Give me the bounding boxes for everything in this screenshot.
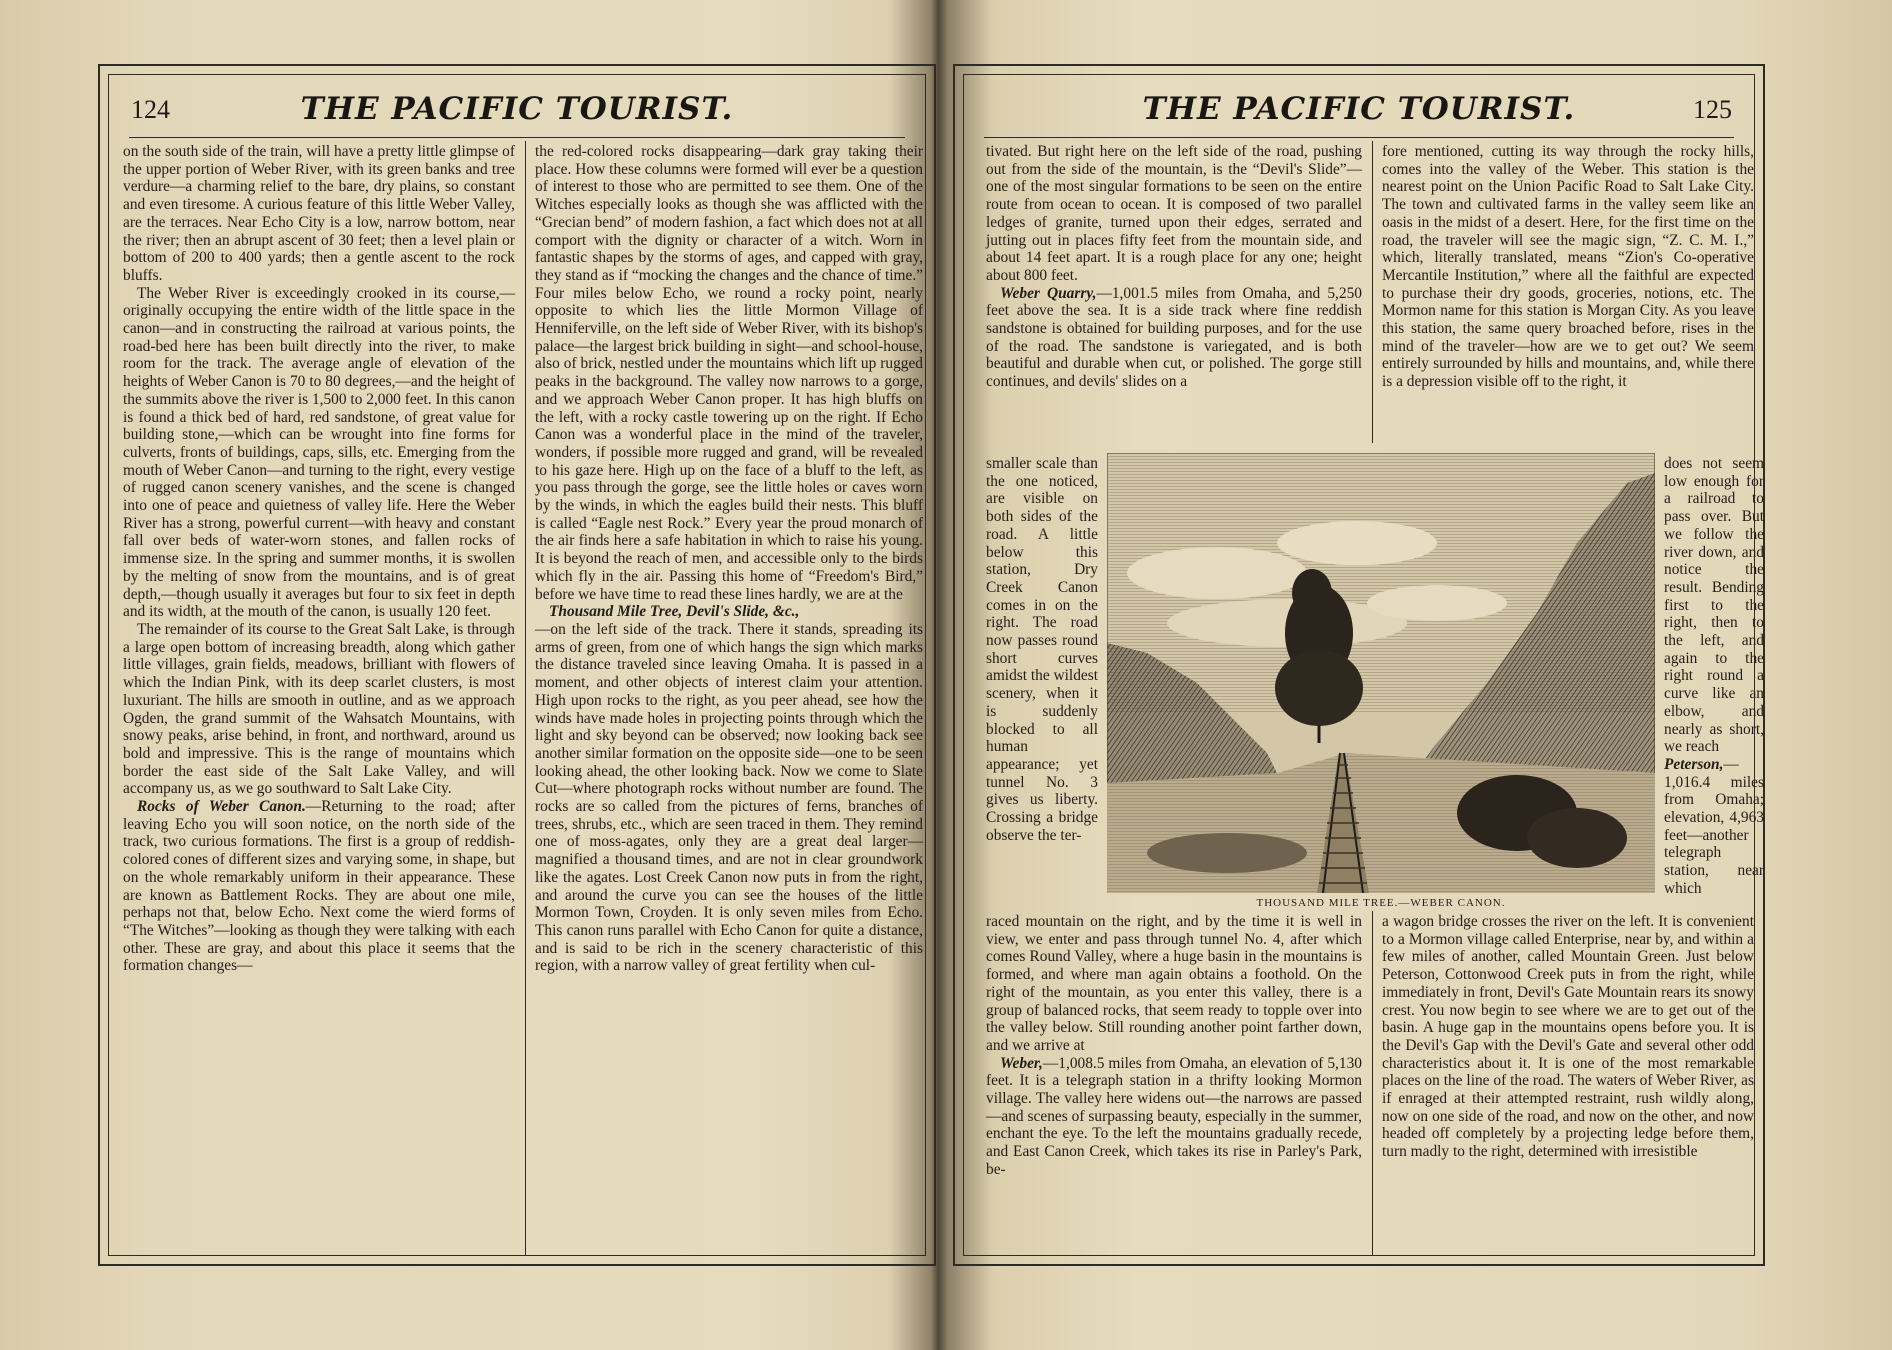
left-page bbox=[98, 64, 936, 1266]
paragraph: the red-colored rocks disappearing—dark gray taking their place. How these columns were formed will ever be a question of interest to those who are permitted to see them. One of the Witches especially looks as though she was afflicted with the “Grecian bend” of modern fashion, a fact which does not at all comport with the dignity or character of a witch. Worn in fantastic shapes by the storms of ages, and capped with gray, they stand as if “mocking the changes and the chance of time.” Four miles below Echo, we round a rocky point, nearly opposite to which lies the little Mormon Village of Henniferville, on the left side of Weber River, with its bishop's palace—the largest brick building in sight—and school-house, also of brick, nestled under the mountains which lift up rugged peaks in the background. The valley now narrows to a gorge, and we approach Weber Canon proper. It has high bluffs on the left, with a rocky castle towering up on the right. If Echo Canon was a wonderful place in the mind of the traveler, wonders, if possible more rugged and grand, will be revealed to his gaze here. High up on the face of a bluff to the left, as you pass through the gorge, see the little holes or caves worn by the winds, in which the eagles build their nests. This bluff is called “Eagle nest Rock.” Every year the proud monarch of the air finds here a safe habitation in which to raise his young. It is beyond the reach of men, and accessible only to the birds which fly in the air. Passing this home of “Freedom's Bird,” before we have time to read these lines hardly, we are at the bbox=[535, 143, 923, 603]
figure-caption: THOUSAND MILE TREE.—WEBER CANON. bbox=[1256, 897, 1506, 909]
section-heading: Peterson, bbox=[1664, 755, 1724, 773]
paragraph: The remainder of its course to the Great Salt Lake, is through a large open bottom of increasing breadth, along which gather little villages, grain fields, meadows, brilliant with flowers of which the Indian Pink, with its deep scarlet clusters, is most luxuriant. The hills are smooth in outline, and as we approach Ogden, the grand summit of the Wahsatch Mountains, with snowy peaks, arise behind, in front, and northward, around us bold and impressive. This is the range of mountains which border the east side of the Salt Lake Valley, and will accompany us, as we go southward to Salt Lake City. bbox=[123, 620, 515, 798]
column-separator-left bbox=[525, 141, 526, 1255]
paragraph: The Weber River is exceedingly crooked in its course,—originally occupying the entire width of the little space in the canon—and in constructing the railroad at various points, the road-bed here has been built directly into the river, to make room for the track. The average angle of elevation of the heights of Weber Canon is 70 to 80 degrees,—and the height of the summits above the river is 1,500 to 2,000 feet. In this canon is found a thick bed of hard, red sandstone, of great value for building stone,—which can be wrought into fine forms for culverts, fronts of buildings, caps, sills, etc. Emerging from the mouth of Weber Canon—and turning to the right, every vestige of rugged canon scenery vanishes, and the scene is changed into one of peace and quietness of valley life. Here the Weber River has a strong, powerful current—with heavy and constant fall over beds of water-worn stones, and fallen rocks of immense size. In the spring and summer months, it is swollen by the melting of snow from the mountains, and is of great depth,—though usually it averages but four to six feet in depth and its width, at the mouth of the canon, is usually 120 feet. bbox=[123, 284, 515, 621]
paragraph: on the south side of the train, will have a pretty little glimpse of the upper portion of Weber River, with its green banks and tree verdure—a charming relief to the bare, dry plains, so constant and even tiresome. A curious feature of this little Weber Valley, are the terraces. Near Echo City is a low, narrow bottom, near the river; then an abrupt ascent of 30 feet; then a level plain or bottom of 200 to 400 yards; then a gentle ascent to the rock bluffs. bbox=[123, 143, 515, 284]
paragraph: raced mountain on the right, and by the time it is well in view, we enter and pass through tunnel No. 4, after which comes Round Valley, where a huge basin in the mountains is formed, and where man again obtains a foothold. On the right of the mountain, as you enter this valley, there is a group of balanced rocks, that seem ready to topple over into the valley below. Still rounding another point farther down, and we arrive at bbox=[986, 913, 1362, 1054]
right-column-1-top bbox=[986, 143, 1362, 391]
page-number-left: 124 bbox=[131, 95, 170, 124]
paragraph-text: —1,008.5 miles from Omaha, an elevation of 5,130 feet. It is a telegraph station in a thrifty looking Mormon village. The valley here widens out—the narrows are passed—and scenes of surpassing beauty, especially in the summer, enchant the eye. To the left the mountains gradually recede, and East Canon Creek, which takes its rise in Parley's Park, be- bbox=[986, 1054, 1362, 1178]
right-column-1-bottom bbox=[986, 913, 1362, 1179]
left-page-inner-border bbox=[108, 74, 926, 1256]
right-page bbox=[953, 64, 1765, 1266]
header-rule-right bbox=[984, 137, 1734, 138]
running-title-right: THE PACIFIC TOURIST. bbox=[1142, 91, 1576, 127]
right-column-2-top bbox=[1382, 143, 1754, 391]
figure-wrap-text-left: smaller scale than the one noticed, are visible on both sides of the road. A little below this station, Dry Creek Canon comes in on the right. The road now passes round short curves amidst the wildest scenery, when it is suddenly blocked to all human appearance; yet tunnel No. 3 gives us liberty. Crossing a bridge observe the ter- bbox=[986, 455, 1098, 844]
section-heading: Rocks of Weber Canon. bbox=[137, 798, 306, 816]
left-column-2 bbox=[535, 143, 923, 975]
page-number-right: 125 bbox=[1693, 95, 1732, 124]
right-page-header bbox=[984, 91, 1734, 135]
paragraph: a wagon bridge crosses the river on the left. It is convenient to a Mormon village called Enterprise, near by, and within a few miles of another, called Mountain Green. Just below Peterson, Cottonwood Creek puts in from the right, while immediately in front, Devil's Gate Mountain rears its snowy crest. You now begin to see where we are to get out of the basin. A huge gap in the mountains opens before you. It is the Devil's Gap with the Devil's Gate and several other odd characteristics about it. It is one of the most remarkable places on the line of the road. The waters of Weber River, as if enraged at their attempted restraint, rush wildly along, now on one side of the road, and now on the other, and now headed off completely by a projecting ledge before them, turn madly to the right, determined with irresistible bbox=[1382, 913, 1754, 1161]
paragraph-text: —1,001.5 miles from Omaha, and 5,250 feet above the sea. It is a side track where fine reddish sandstone is obtained for building purposes, and for the use of the road. The sandstone is variegated, and is both beautiful and durable when cut, or polished. The gorge still continues, and devils' slides on a bbox=[986, 284, 1362, 391]
engraving-figure bbox=[1107, 453, 1655, 909]
paragraph bbox=[123, 798, 515, 975]
paragraph-text: —1,016.4 miles from Omaha; elevation, 4,963 feet—another telegraph station, near which bbox=[1664, 755, 1764, 897]
header-rule-left bbox=[129, 137, 905, 138]
right-page-inner-border bbox=[963, 74, 1764, 1256]
thousand-mile-tree-illustration bbox=[1107, 453, 1655, 893]
paragraph-text: —Returning to the road; after leaving Echo you will soon notice, on the north side of the track, two curious formations. The first is a group of reddish-colored cones of different sizes and varying some, in shape, but on the whole remarkably uniform in their appearance. These are known as Battlement Rocks. They are about one mile, perhaps not that, below Echo. Next come the wierd forms of “The Witches”—looking as though they were talking with each other. These are gray, and about this place it seems that the formation changes— bbox=[123, 798, 516, 975]
column-separator-right-bottom bbox=[1372, 911, 1373, 1255]
left-column-1 bbox=[123, 143, 515, 975]
paragraph bbox=[986, 285, 1362, 391]
paragraph: fore mentioned, cutting its way through the rocky hills, comes into the valley of the Weber. This station is the nearest point on the Union Pacific Road to Salt Lake City. The town and cultivated farms in the valley seem like an oasis in the midst of a desert. Here, for the first time on the road, the traveler will see the magic sign, “Z. C. M. I.,” which, literally translated, means “Zion's Co-operative Mercantile Institution,” where all the faithful are expected to purchase their dry goods, groceries, notions, etc. The Mormon name for this station is Morgan City. As you leave this station, the same query broached before, rises in the mind of the traveler—how are we to get out? We seem entirely surrounded by hills and mountains, and, while there is a depression visible off to the right, it bbox=[1382, 143, 1754, 391]
paragraph: —on the left side of the track. There it stands, spreading its arms of green, from one of which hangs the sign which marks the distance traveled since leaving Omaha. It is passed in a moment, and other objects of interest claim your attention. High upon rocks to the right, as you peer ahead, see how the winds have made holes in projecting points through which the light and sky beyond can be observed; now looking back see another similar formation on the opposite side—one to be seen looking ahead, the other looking back. Now we come to Slate Cut—where photograph rocks without number are found. The rocks are so called from the pictures of ferns, branches of trees, shrubs, etc., which are seen traced in them. They remind one of moss-agates, only they are a great deal larger—magnified a thousand times, and are not in clear groundwork like the agates. Lost Creek Canon now puts in from the right, and around the curve you can see the houses of the little Mormon Town, Croyden. It is only seven miles from Echo. This canon runs parallel with Echo Canon for quite a distance, and is said to be rich in the scenery characteristic of this region, with a narrow valley of great fertility when cul- bbox=[535, 620, 923, 975]
running-title-left: THE PACIFIC TOURIST. bbox=[300, 91, 734, 127]
paragraph bbox=[986, 1055, 1362, 1179]
left-page-header bbox=[129, 91, 905, 135]
right-column-2-bottom bbox=[1382, 913, 1754, 1161]
figure-wrap-text-right bbox=[1664, 455, 1764, 898]
section-heading: Thousand Mile Tree, Devil's Slide, &c., bbox=[549, 603, 800, 621]
section-heading: Weber Quarry, bbox=[1000, 284, 1097, 302]
section-heading: Weber, bbox=[1000, 1054, 1043, 1072]
paragraph bbox=[535, 603, 923, 621]
paragraph-text: does not seem low enough for a railroad to pass over. But we follow the river down, and notice the result. Bending first to the right, then to the left, and again to the right round a curve like an elbow, and nearly as short, we reach bbox=[1664, 455, 1764, 756]
column-separator-right-top bbox=[1372, 141, 1373, 443]
paragraph: tivated. But right here on the left side of the road, pushing out from the side of the mountain, is the “Devil's Slide”—one of the most singular formations to be seen on the entire route from ocean to ocean. It is composed of two parallel ledges of granite, turned upon their edges, serrated and jutting out in places fifty feet from the mountain side, and about 14 feet apart. It is a rough place for any one; height about 800 feet. bbox=[986, 143, 1362, 284]
